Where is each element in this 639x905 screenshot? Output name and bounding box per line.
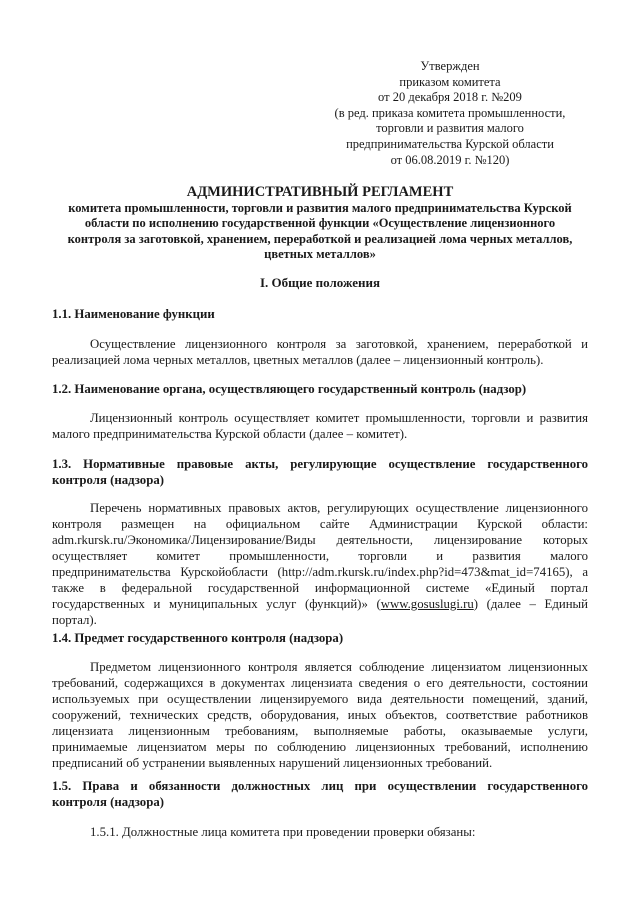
paragraph-1-5-1 [52, 824, 588, 840]
document-subtitle [40, 201, 600, 263]
heading-line: контроля (надзора) [52, 473, 164, 487]
approval-line: Утвержден [420, 59, 480, 73]
subtitle-line: комитета промышленности, торговли и развития малого предпринимательства Курской [68, 201, 572, 215]
paragraph-1-4 [52, 659, 588, 771]
paragraph-line: предписаний об устранении выявленных нарушений лицензионных требований. [52, 756, 493, 770]
paragraph-line: осуществляет комитет промышленности, торговли и развития малого [52, 549, 588, 563]
paragraph-1-3 [52, 500, 588, 628]
subtitle-line: контроля за заготовкой, хранением, переработкой и реализацией лома черных металлов, [67, 231, 573, 246]
document-title: АДМИНИСТРАТИВНЫЙ РЕГЛАМЕНТ [186, 184, 454, 200]
approval-line: предпринимательства Курской области [346, 136, 554, 151]
paragraph-line: предпринимательства Курскойобласти (http://adm.rkursk.ru/index.php?id=473&mat_id=74165), а [52, 565, 588, 579]
paragraph-line: 1.5.1. Должностные лица комитета при проведении проверки обязаны: [90, 825, 476, 839]
subsection-heading-1-5 [52, 778, 588, 810]
paragraph-line: принимаемые лицензиатом меры по соблюдению лицензионных требований, исполнению [52, 740, 588, 754]
subtitle-line: области по исполнению государственной функции «Осуществление лицензионного [84, 216, 556, 231]
paragraph-line: малого предпринимательства Курской области (далее – комитет). [52, 427, 408, 441]
heading-line: 1.3. Нормативные правовые акты, регулирующие осуществление государственного [52, 457, 588, 471]
document-title-block [40, 183, 600, 263]
subtitle-line: цветных металлов» [264, 247, 376, 262]
paragraph-1-1 [52, 336, 588, 368]
line-text: государственных и муниципальных услуг (функций)» ( [52, 597, 381, 611]
gosuslugi-link[interactable]: www.gosuslugi.ru [380, 597, 474, 611]
approval-block [300, 59, 600, 168]
paragraph-line [52, 596, 588, 612]
subsection-heading-1-4: 1.4. Предмет государственного контроля (надзора) [52, 631, 344, 645]
paragraph-line: Перечень нормативных правовых актов, регулирующих осуществление лицензионного [90, 501, 588, 515]
paragraph-line: Лицензионный контроль осуществляет комитет промышленности, торговли и развития [90, 411, 588, 425]
paragraph-line: контроля размещен на официальном сайте Администрации Курской области: [52, 517, 588, 531]
paragraph-line: Предметом лицензионного контроля является соблюдение лицензиатом лицензионных [90, 660, 588, 674]
line-text: ) (далее – Единый [473, 597, 588, 611]
paragraph-line: используемых при осуществлении лицензируемого вида деятельности помещений, зданий, [52, 692, 588, 706]
approval-line: (в ред. приказа комитета промышленности, [334, 105, 566, 120]
paragraph-line: портал). [52, 613, 97, 627]
heading-line: контроля (надзора) [52, 795, 164, 809]
subsection-heading-1-3 [52, 456, 588, 488]
paragraph-1-2 [52, 410, 588, 442]
section-heading: I. Общие положения [260, 275, 380, 290]
approval-line: от 06.08.2019 г. №120) [390, 152, 510, 167]
paragraph-line: лицензиата лицензионным требованиям, выполняемые работы, оказываемые услуги, [52, 724, 588, 738]
approval-line: от 20 декабря 2018 г. №209 [378, 90, 522, 105]
paragraph-line: сооружений, технических средств, оборудования, иных объектов, соответствие работников [52, 708, 588, 722]
approval-line: приказом комитета [399, 74, 501, 89]
heading-line: 1.5. Права и обязанности должностных лиц при осуществлении государственного [52, 779, 588, 793]
subsection-heading-1-1: 1.1. Наименование функции [52, 307, 215, 321]
paragraph-line: реализацией лома черных металлов, цветных металлов (далее – лицензионный контроль). [52, 353, 544, 367]
paragraph-line: также в федеральной государственной информационной системе «Единый портал [52, 581, 588, 595]
paragraph-line: adm.rkursk.ru/Экономика/Лицензирование/Виды деятельности, лицензирование которых [52, 533, 588, 547]
approval-line: торговли и развития малого [376, 121, 524, 136]
paragraph-line: Осуществление лицензионного контроля за заготовкой, хранением, переработкой и [90, 337, 588, 351]
paragraph-line: требований, содержащихся в документах лицензиата сведения о его деятельности, состоянии [52, 676, 588, 690]
subsection-heading-1-2: 1.2. Наименование органа, осуществляющего государственный контроль (надзор) [52, 382, 527, 396]
